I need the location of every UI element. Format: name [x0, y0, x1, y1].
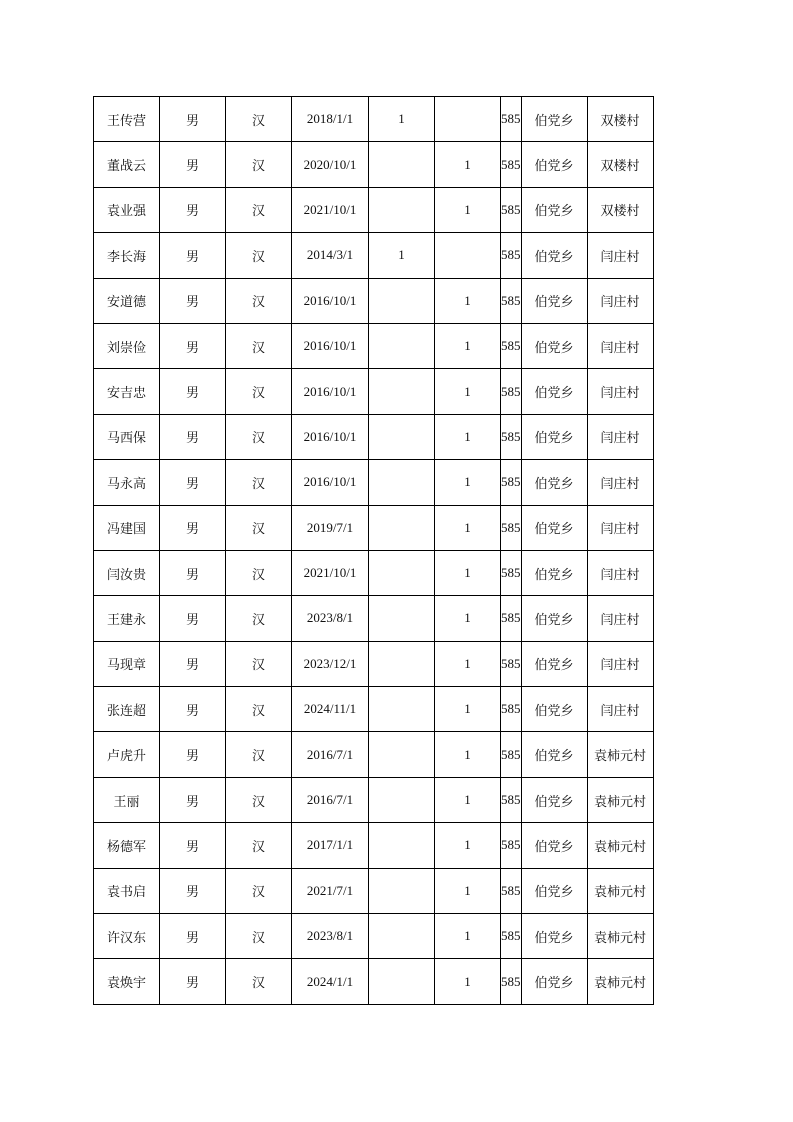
cell-township: 伯党乡 — [521, 505, 587, 550]
cell-village: 闫庄村 — [587, 323, 653, 368]
cell-gender: 男 — [160, 550, 226, 595]
cell-date: 2020/10/1 — [292, 142, 369, 187]
cell-gender: 男 — [160, 278, 226, 323]
cell-village: 闫庄村 — [587, 505, 653, 550]
cell-amount: 585 — [501, 97, 522, 142]
cell-amount: 585 — [501, 414, 522, 459]
cell-amount: 585 — [501, 550, 522, 595]
cell-col-b: 1 — [435, 505, 501, 550]
cell-ethnicity: 汉 — [226, 278, 292, 323]
cell-amount: 585 — [501, 369, 522, 414]
table-row — [94, 596, 720, 641]
cell-ethnicity: 汉 — [226, 777, 292, 822]
cell-amount: 585 — [501, 323, 522, 368]
cell-name: 马现章 — [94, 641, 160, 686]
cell-township: 伯党乡 — [521, 777, 587, 822]
cell-date: 2016/7/1 — [292, 777, 369, 822]
cell-col-a — [369, 278, 435, 323]
cell-col-b — [435, 233, 501, 278]
cell-col-a — [369, 959, 435, 1004]
cell-amount: 585 — [501, 687, 522, 732]
cell-ethnicity: 汉 — [226, 641, 292, 686]
roster-table — [93, 96, 720, 1005]
cell-ethnicity: 汉 — [226, 187, 292, 232]
cell-village: 闫庄村 — [587, 369, 653, 414]
cell-ethnicity: 汉 — [226, 868, 292, 913]
cell-gender: 男 — [160, 142, 226, 187]
cell-col-b: 1 — [435, 414, 501, 459]
table-row — [94, 233, 720, 278]
cell-township: 伯党乡 — [521, 687, 587, 732]
cell-gender: 男 — [160, 914, 226, 959]
cell-col-b: 1 — [435, 641, 501, 686]
cell-ethnicity: 汉 — [226, 323, 292, 368]
cell-ethnicity: 汉 — [226, 550, 292, 595]
cell-date: 2024/1/1 — [292, 959, 369, 1004]
cell-date: 2021/10/1 — [292, 550, 369, 595]
cell-col-b: 1 — [435, 278, 501, 323]
table-row — [94, 369, 720, 414]
table-row — [94, 142, 720, 187]
cell-date: 2016/7/1 — [292, 732, 369, 777]
cell-name: 袁书启 — [94, 868, 160, 913]
cell-gender: 男 — [160, 777, 226, 822]
cell-col-b: 1 — [435, 187, 501, 232]
cell-gender: 男 — [160, 732, 226, 777]
cell-col-a — [369, 550, 435, 595]
cell-col-b: 1 — [435, 596, 501, 641]
cell-village: 袁柿元村 — [587, 823, 653, 868]
cell-date: 2023/8/1 — [292, 914, 369, 959]
cell-date: 2019/7/1 — [292, 505, 369, 550]
cell-date: 2023/8/1 — [292, 596, 369, 641]
cell-township: 伯党乡 — [521, 596, 587, 641]
cell-ethnicity: 汉 — [226, 914, 292, 959]
cell-date: 2016/10/1 — [292, 460, 369, 505]
cell-date: 2024/11/1 — [292, 687, 369, 732]
table-row — [94, 777, 720, 822]
cell-township: 伯党乡 — [521, 641, 587, 686]
cell-village: 闫庄村 — [587, 414, 653, 459]
cell-date: 2016/10/1 — [292, 414, 369, 459]
cell-village: 双楼村 — [587, 187, 653, 232]
cell-amount: 585 — [501, 641, 522, 686]
cell-col-b: 1 — [435, 687, 501, 732]
cell-col-a — [369, 460, 435, 505]
cell-name: 安道德 — [94, 278, 160, 323]
cell-gender: 男 — [160, 505, 226, 550]
table-row — [94, 823, 720, 868]
cell-gender: 男 — [160, 233, 226, 278]
cell-village: 闫庄村 — [587, 596, 653, 641]
cell-col-b: 1 — [435, 777, 501, 822]
cell-name: 董战云 — [94, 142, 160, 187]
cell-name: 马西保 — [94, 414, 160, 459]
cell-amount: 585 — [501, 505, 522, 550]
cell-col-a — [369, 732, 435, 777]
cell-township: 伯党乡 — [521, 323, 587, 368]
cell-village: 闫庄村 — [587, 233, 653, 278]
cell-date: 2016/10/1 — [292, 323, 369, 368]
cell-name: 安吉忠 — [94, 369, 160, 414]
cell-name: 卢虎升 — [94, 732, 160, 777]
cell-date: 2016/10/1 — [292, 278, 369, 323]
cell-ethnicity: 汉 — [226, 596, 292, 641]
cell-col-a: 1 — [369, 97, 435, 142]
cell-col-a — [369, 187, 435, 232]
cell-col-a — [369, 142, 435, 187]
cell-village: 闫庄村 — [587, 460, 653, 505]
cell-ethnicity: 汉 — [226, 369, 292, 414]
cell-name: 袁焕宇 — [94, 959, 160, 1004]
cell-name: 杨德军 — [94, 823, 160, 868]
cell-name: 王传营 — [94, 97, 160, 142]
cell-amount: 585 — [501, 233, 522, 278]
cell-name: 张连超 — [94, 687, 160, 732]
cell-col-b: 1 — [435, 369, 501, 414]
cell-date: 2023/12/1 — [292, 641, 369, 686]
cell-gender: 男 — [160, 959, 226, 1004]
cell-date: 2017/1/1 — [292, 823, 369, 868]
cell-township: 伯党乡 — [521, 278, 587, 323]
cell-amount: 585 — [501, 460, 522, 505]
cell-col-a — [369, 323, 435, 368]
cell-village: 闫庄村 — [587, 278, 653, 323]
cell-col-b: 1 — [435, 823, 501, 868]
cell-col-a — [369, 414, 435, 459]
table-row — [94, 323, 720, 368]
cell-gender: 男 — [160, 460, 226, 505]
cell-amount: 585 — [501, 187, 522, 232]
cell-amount: 585 — [501, 732, 522, 777]
cell-village: 袁柿元村 — [587, 959, 653, 1004]
cell-amount: 585 — [501, 914, 522, 959]
cell-date: 2018/1/1 — [292, 97, 369, 142]
cell-amount: 585 — [501, 868, 522, 913]
cell-amount: 585 — [501, 278, 522, 323]
cell-col-a — [369, 823, 435, 868]
cell-col-b: 1 — [435, 732, 501, 777]
table-row — [94, 414, 720, 459]
cell-name: 闫汝贵 — [94, 550, 160, 595]
cell-ethnicity: 汉 — [226, 414, 292, 459]
cell-col-a — [369, 596, 435, 641]
cell-ethnicity: 汉 — [226, 687, 292, 732]
cell-township: 伯党乡 — [521, 914, 587, 959]
cell-ethnicity: 汉 — [226, 823, 292, 868]
cell-amount: 585 — [501, 142, 522, 187]
cell-date: 2021/7/1 — [292, 868, 369, 913]
cell-township: 伯党乡 — [521, 97, 587, 142]
cell-col-b: 1 — [435, 142, 501, 187]
table-row — [94, 732, 720, 777]
table-row — [94, 687, 720, 732]
cell-village: 双楼村 — [587, 142, 653, 187]
cell-date: 2016/10/1 — [292, 369, 369, 414]
table-row — [94, 460, 720, 505]
cell-name: 冯建国 — [94, 505, 160, 550]
cell-village: 袁柿元村 — [587, 914, 653, 959]
cell-col-a: 1 — [369, 233, 435, 278]
cell-village: 闫庄村 — [587, 550, 653, 595]
cell-township: 伯党乡 — [521, 369, 587, 414]
table-row — [94, 187, 720, 232]
table-row — [94, 550, 720, 595]
cell-township: 伯党乡 — [521, 550, 587, 595]
cell-village: 袁柿元村 — [587, 868, 653, 913]
cell-gender: 男 — [160, 97, 226, 142]
cell-col-a — [369, 369, 435, 414]
cell-gender: 男 — [160, 369, 226, 414]
cell-village: 闫庄村 — [587, 641, 653, 686]
cell-ethnicity: 汉 — [226, 142, 292, 187]
table-row — [94, 505, 720, 550]
cell-name: 许汉东 — [94, 914, 160, 959]
cell-ethnicity: 汉 — [226, 959, 292, 1004]
table-row — [94, 868, 720, 913]
cell-ethnicity: 汉 — [226, 97, 292, 142]
cell-ethnicity: 汉 — [226, 460, 292, 505]
cell-name: 刘崇俭 — [94, 323, 160, 368]
cell-amount: 585 — [501, 823, 522, 868]
cell-township: 伯党乡 — [521, 142, 587, 187]
table-row — [94, 959, 720, 1004]
cell-gender: 男 — [160, 596, 226, 641]
cell-amount: 585 — [501, 959, 522, 1004]
cell-township: 伯党乡 — [521, 187, 587, 232]
cell-name: 马永高 — [94, 460, 160, 505]
cell-col-a — [369, 641, 435, 686]
cell-township: 伯党乡 — [521, 414, 587, 459]
cell-name: 李长海 — [94, 233, 160, 278]
cell-amount: 585 — [501, 777, 522, 822]
cell-gender: 男 — [160, 823, 226, 868]
cell-township: 伯党乡 — [521, 732, 587, 777]
table-row — [94, 97, 720, 142]
cell-gender: 男 — [160, 641, 226, 686]
cell-gender: 男 — [160, 187, 226, 232]
cell-township: 伯党乡 — [521, 460, 587, 505]
cell-township: 伯党乡 — [521, 823, 587, 868]
table-row — [94, 641, 720, 686]
cell-ethnicity: 汉 — [226, 505, 292, 550]
cell-ethnicity: 汉 — [226, 732, 292, 777]
cell-col-a — [369, 505, 435, 550]
cell-amount: 585 — [501, 596, 522, 641]
cell-gender: 男 — [160, 323, 226, 368]
cell-name: 王建永 — [94, 596, 160, 641]
cell-col-b — [435, 97, 501, 142]
cell-col-a — [369, 914, 435, 959]
cell-gender: 男 — [160, 868, 226, 913]
cell-col-a — [369, 687, 435, 732]
cell-village: 袁柿元村 — [587, 732, 653, 777]
cell-name: 王丽 — [94, 777, 160, 822]
cell-col-b: 1 — [435, 868, 501, 913]
cell-gender: 男 — [160, 414, 226, 459]
cell-township: 伯党乡 — [521, 868, 587, 913]
cell-col-a — [369, 777, 435, 822]
cell-township: 伯党乡 — [521, 959, 587, 1004]
cell-col-b: 1 — [435, 460, 501, 505]
table-body — [94, 97, 720, 1005]
cell-village: 双楼村 — [587, 97, 653, 142]
cell-date: 2014/3/1 — [292, 233, 369, 278]
cell-col-b: 1 — [435, 959, 501, 1004]
cell-gender: 男 — [160, 687, 226, 732]
cell-village: 袁柿元村 — [587, 777, 653, 822]
table-row — [94, 914, 720, 959]
cell-col-b: 1 — [435, 323, 501, 368]
cell-date: 2021/10/1 — [292, 187, 369, 232]
cell-township: 伯党乡 — [521, 233, 587, 278]
table-row — [94, 278, 720, 323]
cell-village: 闫庄村 — [587, 687, 653, 732]
cell-ethnicity: 汉 — [226, 233, 292, 278]
cell-name: 袁业强 — [94, 187, 160, 232]
cell-col-a — [369, 868, 435, 913]
cell-col-b: 1 — [435, 914, 501, 959]
cell-col-b: 1 — [435, 550, 501, 595]
